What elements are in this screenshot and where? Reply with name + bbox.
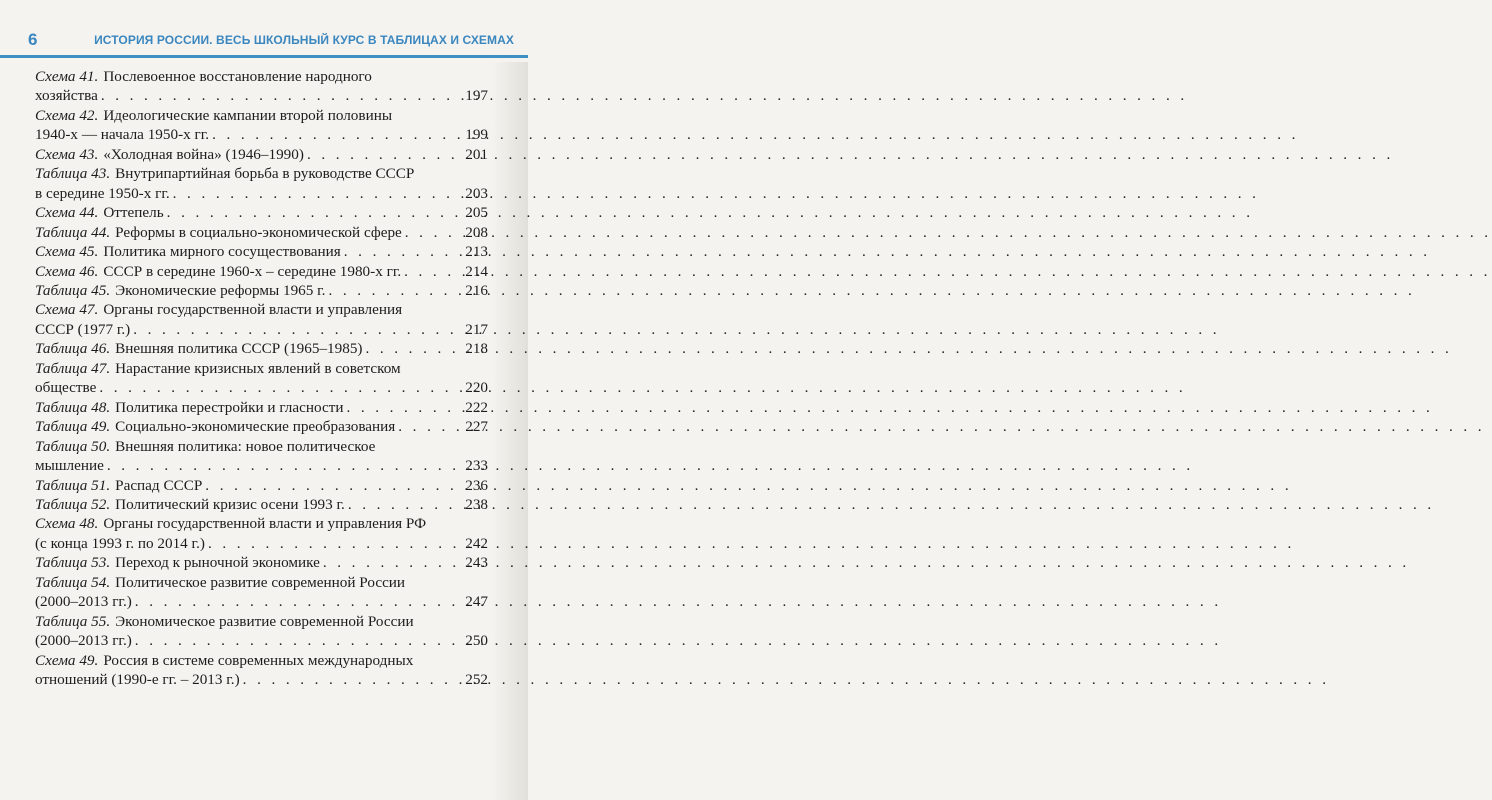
toc-entry-page: 238 xyxy=(465,495,488,513)
toc-entry-title: Распад СССР xyxy=(115,476,203,494)
toc-entry-label: Таблица 49. xyxy=(35,418,111,436)
toc-entry-label: Таблица 45. xyxy=(35,281,111,299)
toc-entry[interactable] xyxy=(35,281,488,300)
toc-entry[interactable] xyxy=(35,339,488,358)
toc-entry-title: Идеологические кампании второй половины xyxy=(103,106,393,124)
table-of-contents xyxy=(35,67,488,690)
toc-dot-leader xyxy=(395,417,460,436)
toc-entry-label: Таблица 50. xyxy=(35,437,111,455)
toc-entry[interactable] xyxy=(35,300,488,339)
toc-entry-title-continuation: в середине 1950-х гг. xyxy=(35,184,170,202)
toc-dot-leader xyxy=(325,281,460,300)
toc-entry-title: Политический кризис осени 1993 г. xyxy=(115,495,345,513)
toc-entry-title: Политика перестройки и гласности xyxy=(115,398,344,416)
toc-entry-label: Схема 47. xyxy=(35,301,99,319)
toc-entry-label: Таблица 43. xyxy=(35,165,111,183)
toc-entry-page: 236 xyxy=(465,476,488,494)
toc-entry-page: 243 xyxy=(465,554,488,572)
toc-dot-leader xyxy=(363,339,461,358)
toc-entry-title: Политика мирного сосуществования xyxy=(103,243,341,261)
toc-entry-page: 216 xyxy=(465,281,488,299)
toc-entry-label: Таблица 51. xyxy=(35,476,111,494)
toc-entry-label: Схема 43. xyxy=(35,145,99,163)
toc-entry-title-continuation: (2000–2013 гг.) xyxy=(35,632,132,650)
toc-dot-leader xyxy=(209,125,460,144)
toc-entry-title: «Холодная война» (1946–1990) xyxy=(103,145,304,163)
toc-entry-page: 247 xyxy=(465,593,488,611)
toc-entry-label: Таблица 52. xyxy=(35,495,111,513)
toc-entry-title: Внешняя политика: новое политическое xyxy=(115,437,376,455)
toc-entry-label: Таблица 46. xyxy=(35,340,111,358)
toc-entry-label: Таблица 55. xyxy=(35,612,111,630)
toc-entry-title: Переход к рыночной экономике xyxy=(115,554,320,572)
toc-entry[interactable] xyxy=(35,203,488,222)
toc-entry[interactable] xyxy=(35,437,488,476)
toc-entry-title: Социально-экономические преобразования xyxy=(115,418,396,436)
toc-entry-title: Нарастание кризисных явлений в советском xyxy=(115,359,401,377)
toc-entry-page: 197 xyxy=(465,87,488,105)
toc-entry-title-continuation: (2000–2013 гг.) xyxy=(35,593,132,611)
toc-dot-leader xyxy=(304,145,460,164)
toc-entry[interactable] xyxy=(35,553,488,572)
toc-dot-leader xyxy=(345,495,460,514)
toc-entry-page: 222 xyxy=(465,398,488,416)
toc-dot-leader xyxy=(104,456,460,475)
toc-entry-title: Органы государственной власти и управления РФ xyxy=(103,515,427,533)
toc-entry-label: Таблица 53. xyxy=(35,554,111,572)
toc-dot-leader xyxy=(98,86,460,105)
toc-entry-page: 205 xyxy=(465,204,488,222)
toc-entry-title: Политическое развитие современной России xyxy=(115,573,406,591)
toc-dot-leader xyxy=(205,534,460,553)
toc-entry-page: 233 xyxy=(465,457,488,475)
toc-entry[interactable] xyxy=(35,242,488,261)
toc-entry[interactable] xyxy=(35,476,488,495)
toc-dot-leader xyxy=(320,553,460,572)
toc-entry-title-continuation: СССР (1977 г.) xyxy=(35,320,131,338)
toc-entry-page: 217 xyxy=(465,320,488,338)
toc-entry-title-continuation: 1940-х — начала 1950-х гг. xyxy=(35,126,210,144)
toc-dot-leader xyxy=(240,670,460,689)
toc-entry-title: Оттепель xyxy=(103,204,164,222)
toc-entry-title-continuation: мышление xyxy=(35,457,104,475)
toc-entry-label: Схема 44. xyxy=(35,204,99,222)
toc-entry[interactable] xyxy=(35,262,488,281)
toc-entry-page: 208 xyxy=(465,223,488,241)
page-number: 6 xyxy=(28,30,38,49)
toc-entry-page: 227 xyxy=(465,418,488,436)
toc-entry-title-continuation: отношений (1990-е гг. – 2013 г.) xyxy=(35,671,240,689)
page-header xyxy=(0,0,528,58)
toc-entry-page: 213 xyxy=(465,243,488,261)
toc-dot-leader xyxy=(402,223,460,242)
toc-entry-label: Таблица 48. xyxy=(35,398,111,416)
toc-entry-title: Экономическое развитие современной России xyxy=(115,612,414,630)
toc-entry-title: Реформы в социально-экономической сфере xyxy=(115,223,402,241)
toc-entry-title-continuation: хозяйства xyxy=(35,87,98,105)
toc-entry[interactable] xyxy=(35,495,488,514)
toc-entry-title: Россия в системе современных международных xyxy=(103,651,414,669)
running-title: ИСТОРИЯ РОССИИ. ВЕСЬ ШКОЛЬНЫЙ КУРС В ТАБЛИЦАХ И СХЕМАХ xyxy=(94,33,514,47)
toc-entry[interactable] xyxy=(35,417,488,436)
toc-entry-title: СССР в середине 1960-х – середине 1980-х гг. xyxy=(103,262,402,280)
toc-entry-page: 252 xyxy=(465,671,488,689)
toc-entry-page: 201 xyxy=(465,145,488,163)
toc-entry[interactable] xyxy=(35,573,488,612)
toc-entry[interactable] xyxy=(35,67,488,106)
toc-dot-leader xyxy=(170,184,460,203)
toc-entry[interactable] xyxy=(35,359,488,398)
toc-entry-page: 218 xyxy=(465,340,488,358)
toc-entry-label: Схема 46. xyxy=(35,262,99,280)
toc-entry-label: Схема 48. xyxy=(35,515,99,533)
toc-dot-leader xyxy=(130,320,460,339)
toc-entry-label: Таблица 47. xyxy=(35,359,111,377)
toc-dot-leader xyxy=(132,631,460,650)
toc-entry[interactable] xyxy=(35,106,488,145)
toc-dot-leader xyxy=(202,476,460,495)
toc-entry-page: 250 xyxy=(465,632,488,650)
toc-entry-label: Схема 41. xyxy=(35,68,99,85)
toc-entry-title-continuation: обществе xyxy=(35,379,97,397)
toc-entry-label: Схема 49. xyxy=(35,651,99,669)
toc-entry-page: 242 xyxy=(465,534,488,552)
toc-entry[interactable] xyxy=(35,164,488,203)
toc-entry-title: Послевоенное восстановление народного xyxy=(103,68,372,85)
toc-entry-label: Схема 45. xyxy=(35,243,99,261)
toc-entry-label: Таблица 44. xyxy=(35,223,111,241)
toc-entry-page: 220 xyxy=(465,379,488,397)
toc-entry[interactable] xyxy=(35,223,488,242)
toc-entry-title: Внутрипартийная борьба в руководстве СССР xyxy=(115,165,415,183)
toc-dot-leader xyxy=(341,242,460,261)
toc-dot-leader xyxy=(96,378,460,397)
toc-entry-page: 199 xyxy=(465,126,488,144)
toc-entry[interactable] xyxy=(35,398,488,417)
toc-entry-title-continuation: (с конца 1993 г. по 2014 г.) xyxy=(35,534,205,552)
toc-entry[interactable] xyxy=(35,651,488,690)
toc-entry-title: Экономические реформы 1965 г. xyxy=(115,281,326,299)
toc-entry-page: 203 xyxy=(465,184,488,202)
toc-entry-page: 214 xyxy=(465,262,488,280)
toc-entry[interactable] xyxy=(35,612,488,651)
toc-entry-title: Внешняя политика СССР (1965–1985) xyxy=(115,340,363,358)
toc-dot-leader xyxy=(132,592,460,611)
toc-dot-leader xyxy=(164,203,460,222)
toc-entry-label: Схема 42. xyxy=(35,106,99,124)
toc-entry[interactable] xyxy=(35,514,488,553)
toc-entry[interactable] xyxy=(35,145,488,164)
toc-dot-leader xyxy=(401,262,460,281)
toc-entry-label: Таблица 54. xyxy=(35,573,111,591)
toc-entry-title: Органы государственной власти и управления xyxy=(103,301,403,319)
toc-dot-leader xyxy=(343,398,460,417)
